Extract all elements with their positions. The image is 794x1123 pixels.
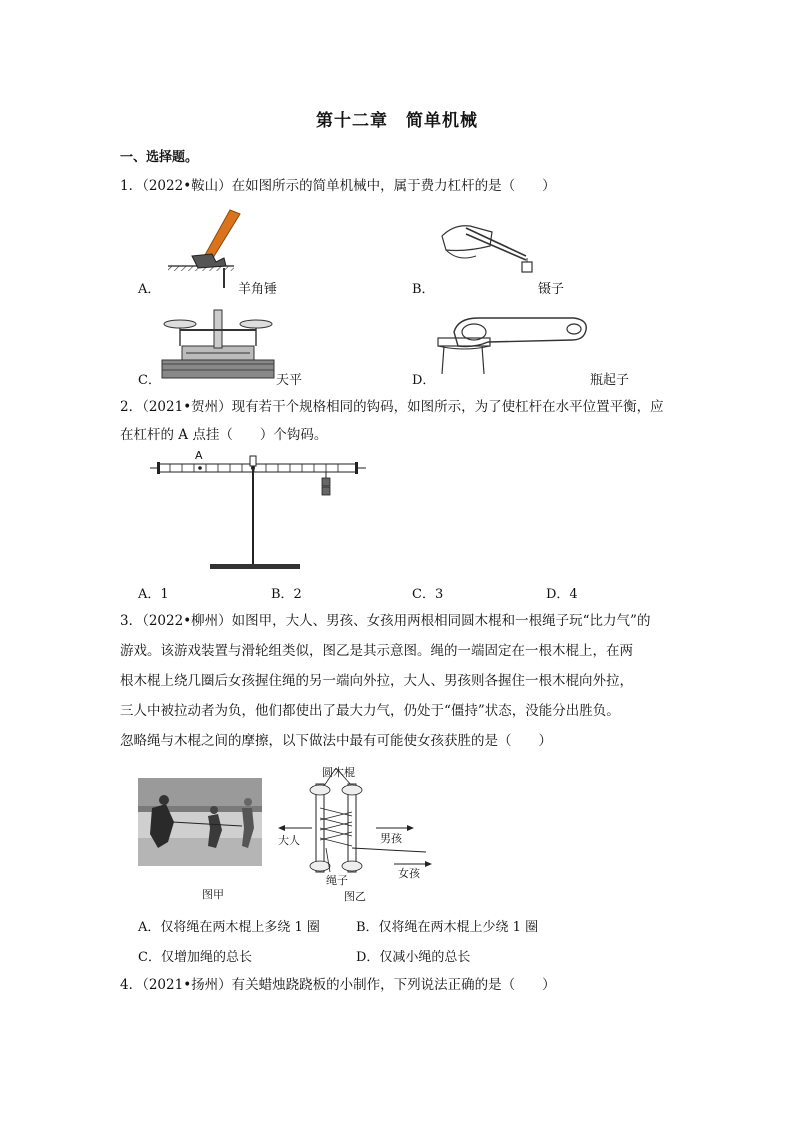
question-3-line-1: 3．（2022•柳州）如图甲，大人、男孩、女孩用两根相同圆木棍和一根绳子玩“比力气”的	[120, 613, 651, 629]
tug-game-photo	[138, 778, 262, 866]
bottle-opener-figure	[434, 312, 594, 382]
question-2-stem-line-2: 在杠杆的 A 点挂（ ）个钩码。	[120, 427, 328, 443]
q2-option-a: A．1	[138, 587, 169, 602]
question-3-line-5: 忽略绳与木棍之间的摩擦，以下做法中最有可能使女孩获胜的是（ ）	[120, 733, 552, 749]
q1-option-a-letter: A．	[138, 282, 161, 297]
q1-option-c-caption: 天平	[276, 373, 303, 388]
q1-option-d-caption: 瓶起子	[590, 373, 630, 388]
q3-option-b: B．仅将绳在两木棍上少绕 1 圈	[356, 920, 539, 935]
claw-hammer-figure	[168, 206, 248, 294]
label-girl: 女孩	[398, 867, 420, 880]
q3-option-a: A．仅将绳在两木棍上多绕 1 圈	[138, 920, 320, 935]
page-title: 第十二章 简单机械	[316, 111, 478, 131]
q3-option-d: D．仅减小绳的总长	[356, 950, 471, 965]
figure-b-caption: 图乙	[344, 890, 366, 903]
label-adult: 大人	[278, 834, 300, 847]
question-3-line-4: 三人中被拉动者为负，他们都使出了最大力气，仍处于“僵持”状态，没能分出胜负。	[120, 703, 620, 719]
balance-scale-figure	[158, 302, 278, 382]
question-3-line-3: 根木棍上绕几圈后女孩握住绳的另一端向外拉，大人、男孩则各握住一根木棍向外拉，	[120, 673, 633, 689]
q1-option-d-letter: D．	[412, 373, 436, 388]
q1-option-a-caption: 羊角锤	[238, 282, 278, 297]
section-heading: 一、选择题。	[120, 150, 199, 165]
q2-option-b: B．2	[271, 587, 302, 602]
q2-option-d: D．4	[546, 587, 578, 602]
question-3-line-2: 游戏。该游戏装置与滑轮组类似，图乙是其示意图。绳的一端固定在一根木棍上，在两	[120, 643, 633, 659]
question-4-stem: 4．（2021•扬州）有关蜡烛跷跷板的小制作，下列说法正确的是（ ）	[120, 977, 556, 993]
label-boy: 男孩	[380, 832, 402, 845]
q1-option-b-caption: 镊子	[538, 282, 565, 297]
lever-figure	[150, 452, 370, 574]
point-a-label: A	[195, 449, 203, 462]
figure-a-caption: 图甲	[202, 888, 224, 901]
label-round-stick: 圆木棍	[322, 766, 355, 779]
question-1-stem: 1．（2022•鞍山）在如图所示的简单机械中，属于费力杠杆的是（ ）	[120, 178, 556, 194]
label-rope: 绳子	[326, 874, 348, 887]
q2-option-c: C．3	[412, 587, 444, 602]
q1-option-b-letter: B．	[412, 282, 435, 297]
q1-option-c-letter: C．	[138, 373, 161, 388]
q3-option-c: C．仅增加绳的总长	[138, 950, 252, 965]
question-2-stem-line-1: 2．（2021•贺州）现有若干个规格相同的钩码，如图所示，为了使杠杆在水平位置平衡，应	[120, 399, 664, 415]
tweezers-figure	[436, 212, 546, 290]
